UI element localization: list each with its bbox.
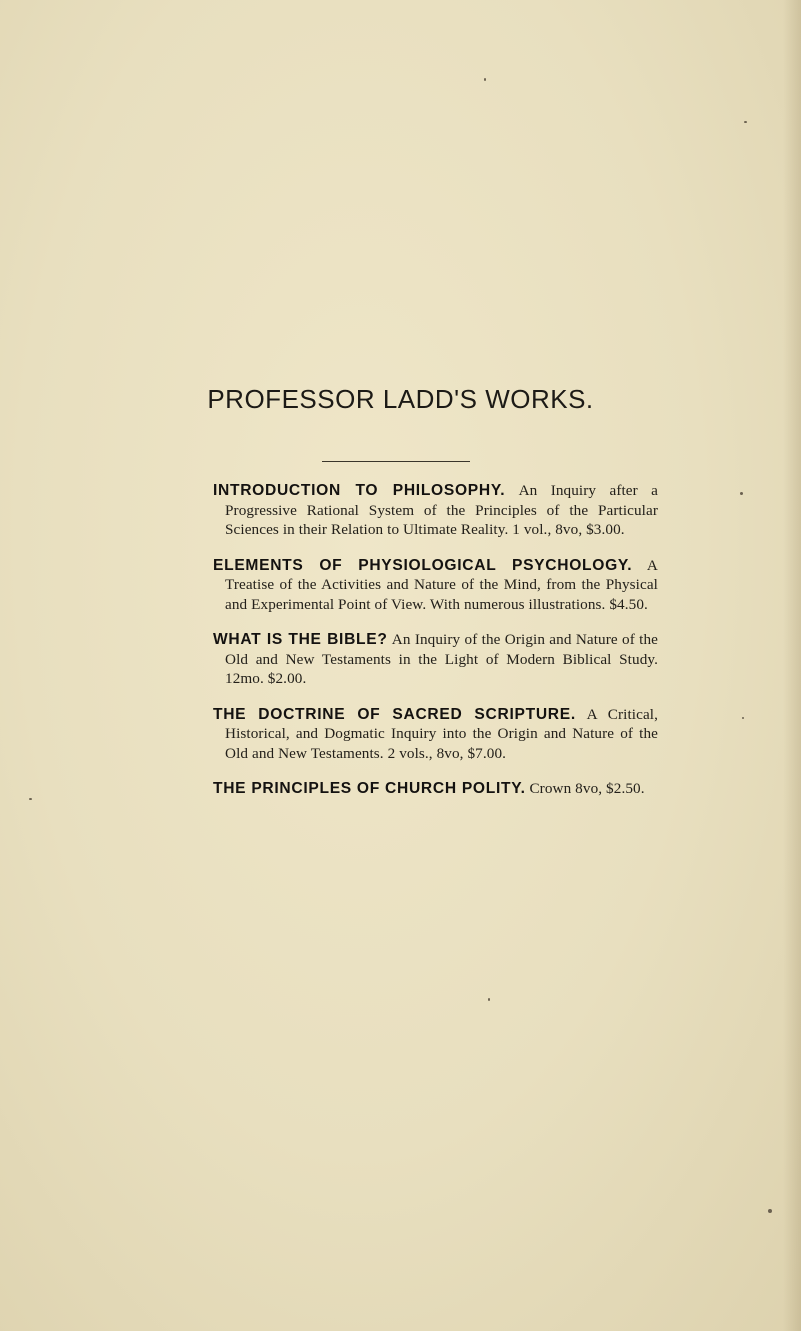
works-list — [213, 481, 658, 815]
entry-description: An Inquiry after a Progressive Rational System of the Principles of the Particular Sciences in their Relation to Ultimate Reality. 1 vol., 8vo, $3.00. — [225, 482, 659, 538]
list-item — [213, 630, 658, 689]
paper-speck — [742, 717, 744, 719]
entry-heading: THE DOCTRINE OF SACRED SCRIPTURE. — [213, 705, 576, 723]
list-item — [213, 779, 658, 799]
entry-description: A Critical, Historical, and Dogmatic Inquiry into the Origin and Nature of the Old and New Testaments. 2 vols., 8vo, $7.00. — [225, 705, 659, 762]
title-rule — [322, 461, 470, 462]
entry-description: A Treatise of the Activities and Nature of the Mind, from the Physical and Experimental Point of View. With numerous illustrations. $4.50. — [225, 556, 658, 613]
paper-speck — [740, 492, 743, 495]
paper-speck — [744, 121, 747, 123]
paper-speck — [484, 78, 486, 81]
list-item — [213, 556, 658, 615]
entry-heading: THE PRINCIPLES OF CHURCH POLITY. — [213, 780, 526, 797]
list-item — [213, 481, 658, 540]
paper-speck — [768, 1209, 772, 1213]
entry-heading: ELEMENTS OF PHYSIOLOGICAL PSYCHOLOGY. — [213, 556, 633, 574]
paper-speck — [29, 798, 32, 800]
page-edge-shadow — [783, 0, 801, 1331]
list-item — [213, 705, 658, 764]
paper-speck — [488, 998, 490, 1001]
entry-description: Crown 8vo, $2.50. — [529, 780, 645, 797]
page-title: PROFESSOR LADD'S WORKS. — [207, 384, 594, 414]
entry-heading: WHAT IS THE BIBLE? — [213, 631, 388, 648]
entry-description: An Inquiry of the Origin and Nature of the Old and New Testaments in the Light of Modern Biblical Study. 12mo. $2.00. — [225, 631, 659, 687]
entry-heading: INTRODUCTION TO PHILOSOPHY. — [213, 482, 506, 499]
